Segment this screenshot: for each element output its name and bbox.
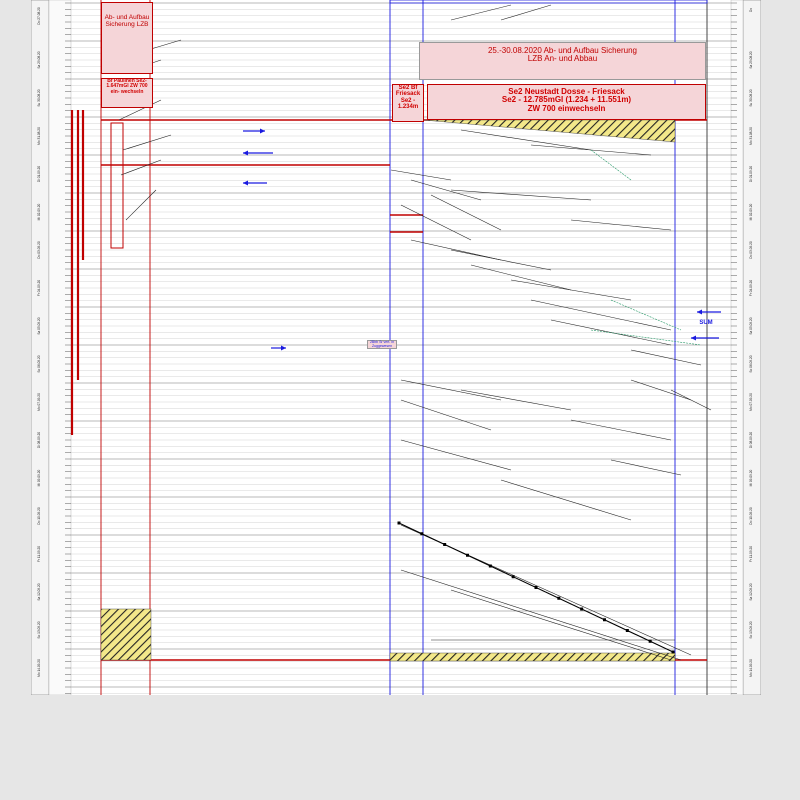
top-frame: [390, 0, 707, 3]
date-label-left: Fr 11.09.20: [37, 545, 41, 563]
date-label-right: So 13.09.20: [749, 621, 753, 639]
path-marker: [512, 575, 515, 578]
train-path: [571, 420, 671, 440]
se2-bf-friesack-note: [392, 84, 424, 122]
date-label-left: Mi 09.09.20: [37, 469, 41, 487]
path-marker: [420, 532, 423, 535]
date-label-left: Sa 12.09.20: [37, 583, 41, 601]
train-path: [501, 5, 551, 20]
train-path: [451, 250, 551, 270]
date-label-right: Mo 07.09.20: [749, 393, 753, 411]
path-marker: [443, 543, 446, 546]
main-work-note-box: [427, 84, 706, 120]
path-marker: [489, 565, 492, 568]
date-label-left: Mo 31.08.20: [37, 127, 41, 145]
se2-bf-friesack-text: Se2 Bf Friesack Se2 - 1.234m: [395, 85, 421, 110]
date-label-left: Mo 07.09.20: [37, 393, 41, 411]
lzb-note-text: Ab- und Aufbau Sicherung LZB: [104, 14, 150, 28]
date-label-right: Mi 09.09.20: [749, 469, 753, 487]
date-label-right: Sa 12.09.20: [749, 583, 753, 601]
path-marker: [626, 629, 629, 632]
arrow-head: [281, 346, 286, 351]
train-path: [611, 460, 681, 475]
bf-paulinen-note: [101, 78, 153, 108]
friesack-small-note: 2Bbb Sr vert. in Zuggewesen: [367, 340, 397, 349]
period-note-text: 25.-30.08.2020 Ab- und Aufbau Sicherung LZB An- und Abbau: [487, 46, 637, 64]
train-path: [411, 180, 481, 200]
date-label-left: Mo 14.09.20: [37, 659, 41, 677]
bf-paulinen-text: Bf Paulinen Se2-1.647mGl ZW 700 ein- wechseln: [106, 78, 148, 95]
train-path: [461, 390, 571, 410]
period-note-box: [419, 42, 706, 80]
train-path: [511, 280, 631, 300]
date-label-right: Di 01.09.20: [749, 165, 753, 183]
path-marker: [557, 597, 560, 600]
date-label-right: Do 03.09.20: [749, 241, 753, 259]
header-date-right: Do: [749, 7, 753, 13]
date-label-right: Do 10.09.20: [749, 507, 753, 525]
date-label-right: So 06.09.20: [749, 355, 753, 373]
arrow-head: [260, 129, 265, 134]
path-marker: [603, 618, 606, 621]
date-label-left: So 13.09.20: [37, 621, 41, 639]
date-label-right: Fr 04.09.20: [749, 279, 753, 297]
date-label-right: Mo 14.09.20: [749, 659, 753, 677]
path-marker: [466, 554, 469, 557]
train-path: [401, 205, 471, 240]
date-label-right: Su 30.08.20: [749, 89, 753, 107]
sum-label: SUM: [699, 320, 713, 326]
date-label-left: Fr 04.09.20: [37, 279, 41, 297]
date-label-left: Su 30.08.20: [37, 89, 41, 107]
train-path: [501, 480, 631, 520]
hatched-area: [423, 120, 675, 142]
train-path: [126, 190, 156, 220]
train-path: [401, 400, 491, 430]
lzb-note-box: [101, 2, 153, 74]
arrow-head: [691, 336, 696, 341]
date-label-left: Di 01.09.20: [37, 165, 41, 183]
path-marker: [398, 522, 401, 525]
date-label-right: Sa 05.09.20: [749, 317, 753, 335]
date-label-right: Di 08.09.20: [749, 431, 753, 449]
date-label-left: Mi 02.09.20: [37, 203, 41, 221]
date-label-left: Do 10.09.20: [37, 507, 41, 525]
train-path: [451, 190, 591, 200]
date-label-right: Fr 11.09.20: [749, 545, 753, 563]
main-work-line2: Se2 - 12.785mGl (1.234 + 11.551m): [501, 95, 632, 105]
path-marker: [649, 640, 652, 643]
date-label-right: Sa 29.08.20: [749, 51, 753, 69]
path-marker: [580, 608, 583, 611]
train-path: [401, 570, 681, 660]
date-label-left: Do 03.09.20: [37, 241, 41, 259]
date-label-right: Mo 31.08.20: [749, 127, 753, 145]
date-label-left: Sa 05.09.20: [37, 317, 41, 335]
main-work-line3: ZW 700 einwechseln: [527, 103, 606, 113]
arrow-head: [697, 310, 702, 315]
green-path: [591, 150, 631, 180]
train-path: [451, 5, 511, 20]
green-path: [611, 300, 681, 330]
path-marker: [672, 651, 675, 654]
date-label-right: Mi 02.09.20: [749, 203, 753, 221]
train-path: [571, 220, 671, 230]
date-label-left: So 06.09.20: [37, 355, 41, 373]
train-path: [451, 590, 671, 660]
train-path: [391, 170, 451, 180]
header-date-left: Do 27.08.20: [37, 7, 41, 25]
train-path: [671, 390, 711, 410]
schedule-sheet: [31, 0, 761, 695]
path-marker: [535, 586, 538, 589]
train-path: [531, 300, 671, 330]
hatched-area: [390, 653, 675, 661]
hatched-area: [101, 609, 151, 660]
main-work-title: Se2 Neustadt Dosse - Friesack: [508, 87, 625, 96]
red-frame: [111, 123, 123, 248]
date-label-left: Sa 29.08.20: [37, 51, 41, 69]
date-label-left: Di 08.09.20: [37, 431, 41, 449]
arrow-head: [243, 181, 248, 186]
